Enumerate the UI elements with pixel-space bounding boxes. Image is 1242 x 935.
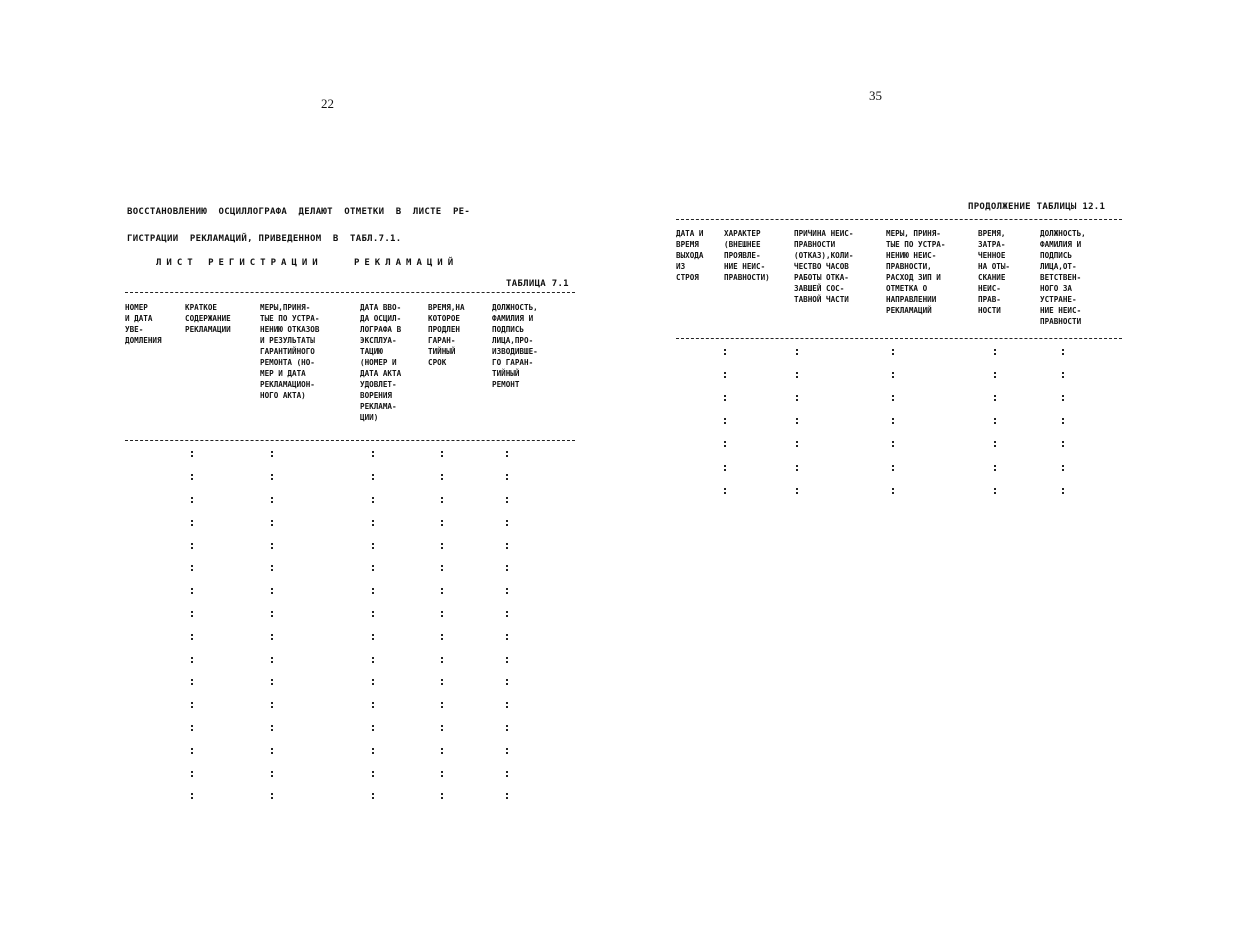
column-separator-mark bbox=[724, 418, 729, 424]
column-separator-mark bbox=[506, 520, 511, 526]
column-separator-mark bbox=[892, 441, 897, 447]
table-row bbox=[676, 340, 1122, 363]
column-separator-mark bbox=[994, 488, 999, 494]
column-separator-mark bbox=[191, 748, 196, 754]
column-separator-mark bbox=[1062, 488, 1067, 494]
column-separator-mark bbox=[796, 488, 801, 494]
column-separator-mark bbox=[191, 725, 196, 731]
column-separator-mark bbox=[441, 588, 446, 594]
table-row bbox=[676, 410, 1122, 433]
column-separator-mark bbox=[372, 543, 377, 549]
column-separator-mark bbox=[441, 725, 446, 731]
column-separator-mark bbox=[191, 679, 196, 685]
body-text-line-1: ВОССТАНОВЛЕНИЮ ОСЦИЛЛОГРАФА ДЕЛАЮТ ОТМЕТКИ В ЛИСТЕ РЕ- bbox=[127, 207, 471, 217]
column-separator-mark bbox=[506, 588, 511, 594]
column-separator-mark bbox=[994, 395, 999, 401]
column-separator-mark bbox=[506, 565, 511, 571]
column-separator-mark bbox=[191, 793, 196, 799]
column-separator-mark bbox=[506, 679, 511, 685]
column-separator-mark bbox=[441, 702, 446, 708]
column-separator-mark bbox=[191, 474, 196, 480]
table-row bbox=[676, 386, 1122, 409]
column-separator-mark bbox=[372, 679, 377, 685]
column-separator-mark bbox=[441, 565, 446, 571]
table-row bbox=[125, 557, 575, 580]
column-separator-mark bbox=[441, 543, 446, 549]
column-separator-mark bbox=[506, 725, 511, 731]
column-separator-mark bbox=[372, 474, 377, 480]
column-separator-mark bbox=[506, 474, 511, 480]
column-separator-mark bbox=[441, 497, 446, 503]
header-failure-cause: ПРИЧИНА НЕИС- ПРАВНОСТИ (ОТКАЗ),КОЛИ- ЧЕСТВО ЧАСОВ РАБОТЫ ОТКА- ЗАВШЕЙ СОС- ТАВНОЙ ЧАСТИ bbox=[794, 229, 854, 304]
column-separator-mark bbox=[191, 520, 196, 526]
column-separator-mark bbox=[372, 565, 377, 571]
column-separator-mark bbox=[271, 611, 276, 617]
column-separator-mark bbox=[191, 771, 196, 777]
header-repair-responsible: ДОЛЖНОСТЬ, ФАМИЛИЯ И ПОДПИСЬ ЛИЦА,ПРО- ИЗВОДИВШЕ- ГО ГАРАН- ТИЙНЫЙ РЕМОНТ bbox=[492, 303, 538, 389]
header-brief-content: КРАТКОЕ СОДЕРЖАНИЕ РЕКЛАМАЦИИ bbox=[185, 303, 231, 334]
column-separator-mark bbox=[441, 520, 446, 526]
column-separator-mark bbox=[191, 451, 196, 457]
column-separator-mark bbox=[441, 679, 446, 685]
header-failure-date: ДАТА И ВРЕМЯ ВЫХОДА ИЗ СТРОЯ bbox=[676, 229, 704, 282]
column-separator-mark bbox=[724, 349, 729, 355]
column-separator-mark bbox=[271, 793, 276, 799]
table-header-rule bbox=[676, 338, 1122, 339]
column-separator-mark bbox=[1062, 372, 1067, 378]
column-separator-mark bbox=[796, 418, 801, 424]
header-notice-number-date: НОМЕР И ДАТА УВЕ- ДОМЛЕНИЯ bbox=[125, 303, 162, 345]
column-separator-mark bbox=[372, 771, 377, 777]
header-responsible-person: ДОЛЖНОСТЬ, ФАМИЛИЯ И ПОДПИСЬ ЛИЦА,ОТ- ВЕТСТВЕН- НОГО ЗА УСТРАНЕ- НИЕ НЕИС- ПРАВНОСТИ bbox=[1040, 229, 1086, 326]
column-separator-mark bbox=[372, 634, 377, 640]
column-separator-mark bbox=[506, 497, 511, 503]
column-separator-mark bbox=[271, 497, 276, 503]
column-separator-mark bbox=[506, 634, 511, 640]
column-separator-mark bbox=[372, 748, 377, 754]
column-separator-mark bbox=[191, 611, 196, 617]
table-row bbox=[125, 511, 575, 534]
column-separator-mark bbox=[271, 451, 276, 457]
column-separator-mark bbox=[191, 634, 196, 640]
column-separator-mark bbox=[1062, 441, 1067, 447]
table-row bbox=[125, 625, 575, 648]
column-separator-mark bbox=[506, 748, 511, 754]
register-heading: ЛИСТ РЕГИСТРАЦИИ РЕКЛАМАЦИЙ bbox=[156, 258, 459, 268]
column-separator-mark bbox=[892, 465, 897, 471]
column-separator-mark bbox=[506, 793, 511, 799]
column-separator-mark bbox=[271, 657, 276, 663]
column-separator-mark bbox=[506, 543, 511, 549]
column-separator-mark bbox=[372, 588, 377, 594]
table-top-rule bbox=[676, 219, 1122, 220]
column-separator-mark bbox=[994, 465, 999, 471]
column-separator-mark bbox=[724, 488, 729, 494]
table-top-rule bbox=[125, 292, 575, 293]
column-separator-mark bbox=[271, 634, 276, 640]
column-separator-mark bbox=[372, 520, 377, 526]
reclamation-register-table bbox=[125, 292, 575, 808]
column-separator-mark bbox=[1062, 349, 1067, 355]
column-separator-mark bbox=[506, 771, 511, 777]
table-row bbox=[676, 479, 1122, 502]
header-commissioning-date: ДАТА ВВО- ДА ОСЦИЛ- ЛОГРАФА В ЭКСПЛУА- ТАЦИЮ (НОМЕР И ДАТА АКТА УДОВЛЕТ- ВОРЕНИЯ РЕКЛАМА- ЦИИ) bbox=[360, 303, 402, 422]
column-separator-mark bbox=[372, 451, 377, 457]
column-separator-mark bbox=[1062, 465, 1067, 471]
table-header-rule bbox=[125, 440, 575, 441]
table-row bbox=[125, 443, 575, 466]
column-separator-mark bbox=[441, 793, 446, 799]
column-separator-mark bbox=[1062, 418, 1067, 424]
header-warranty-extension: ВРЕМЯ,НА КОТОРОЕ ПРОДЛЕН ГАРАН- ТИЙНЫЙ СРОК bbox=[428, 303, 465, 367]
table-row bbox=[676, 456, 1122, 479]
column-separator-mark bbox=[191, 497, 196, 503]
column-separator-mark bbox=[506, 451, 511, 457]
column-separator-mark bbox=[191, 702, 196, 708]
column-separator-mark bbox=[724, 465, 729, 471]
table-body bbox=[125, 443, 575, 808]
column-separator-mark bbox=[191, 543, 196, 549]
table-row bbox=[125, 603, 575, 626]
column-separator-mark bbox=[994, 349, 999, 355]
column-separator-mark bbox=[892, 349, 897, 355]
column-separator-mark bbox=[506, 702, 511, 708]
table-row bbox=[676, 363, 1122, 386]
column-separator-mark bbox=[271, 565, 276, 571]
header-measures-taken: МЕРЫ, ПРИНЯ- ТЫЕ ПО УСТРА- НЕНИЮ НЕИС- ПРАВНОСТИ, РАСХОД ЗИП И ОТМЕТКА О НАПРАВЛЕНИИ РЕКЛАМАЦИЙ bbox=[886, 229, 946, 315]
column-separator-mark bbox=[994, 418, 999, 424]
column-separator-mark bbox=[1062, 395, 1067, 401]
column-separator-mark bbox=[372, 702, 377, 708]
column-separator-mark bbox=[191, 588, 196, 594]
column-separator-mark bbox=[892, 418, 897, 424]
column-separator-mark bbox=[892, 372, 897, 378]
table-row bbox=[125, 489, 575, 512]
column-separator-mark bbox=[271, 702, 276, 708]
column-separator-mark bbox=[724, 441, 729, 447]
column-separator-mark bbox=[441, 611, 446, 617]
column-separator-mark bbox=[441, 771, 446, 777]
column-separator-mark bbox=[441, 657, 446, 663]
header-search-time: ВРЕМЯ, ЗАТРА- ЧЕННОЕ НА ОТЫ- СКАНИЕ НЕИС- ПРАВ- НОСТИ bbox=[978, 229, 1011, 315]
column-separator-mark bbox=[372, 793, 377, 799]
column-separator-mark bbox=[271, 543, 276, 549]
table-row bbox=[125, 717, 575, 740]
column-separator-mark bbox=[796, 372, 801, 378]
table-row bbox=[125, 648, 575, 671]
column-separator-mark bbox=[994, 372, 999, 378]
column-separator-mark bbox=[892, 395, 897, 401]
column-separator-mark bbox=[271, 748, 276, 754]
continuation-label: ПРОДОЛЖЕНИЕ ТАБЛИЦЫ 12.1 bbox=[968, 202, 1106, 212]
column-separator-mark bbox=[271, 679, 276, 685]
column-separator-mark bbox=[271, 520, 276, 526]
column-separator-mark bbox=[372, 497, 377, 503]
left-page-number: 22 bbox=[321, 96, 334, 111]
column-separator-mark bbox=[724, 372, 729, 378]
column-separator-mark bbox=[441, 451, 446, 457]
column-separator-mark bbox=[271, 588, 276, 594]
table-row bbox=[125, 671, 575, 694]
table-row bbox=[125, 580, 575, 603]
column-separator-mark bbox=[796, 395, 801, 401]
column-separator-mark bbox=[441, 748, 446, 754]
column-separator-mark bbox=[271, 725, 276, 731]
column-separator-mark bbox=[441, 634, 446, 640]
column-separator-mark bbox=[441, 474, 446, 480]
column-separator-mark bbox=[892, 488, 897, 494]
table-row bbox=[676, 433, 1122, 456]
header-measures-taken: МЕРЫ,ПРИНЯ- ТЫЕ ПО УСТРА- НЕНИЮ ОТКАЗОВ И РЕЗУЛЬТАТЫ ГАРАНТИЙНОГО РЕМОНТА (НО- МЕР И ДАТА РЕКЛАМАЦИОН- НОГО АКТА) bbox=[260, 303, 320, 400]
malfunction-table bbox=[676, 219, 1122, 502]
table-row bbox=[125, 694, 575, 717]
column-separator-mark bbox=[796, 349, 801, 355]
column-separator-mark bbox=[506, 657, 511, 663]
column-separator-mark bbox=[724, 395, 729, 401]
table-row bbox=[125, 785, 575, 808]
header-failure-character: ХАРАКТЕР (ВНЕШНЕЕ ПРОЯВЛЕ- НИЕ НЕИС- ПРАВНОСТИ) bbox=[724, 229, 770, 282]
column-separator-mark bbox=[191, 565, 196, 571]
table-header-row bbox=[676, 228, 1122, 338]
table-row bbox=[125, 762, 575, 785]
column-separator-mark bbox=[372, 725, 377, 731]
table-label: ТАБЛИЦА 7.1 bbox=[506, 279, 569, 289]
right-page-number: 35 bbox=[869, 88, 882, 103]
column-separator-mark bbox=[372, 611, 377, 617]
column-separator-mark bbox=[191, 657, 196, 663]
column-separator-mark bbox=[994, 441, 999, 447]
table-header-row bbox=[125, 302, 575, 440]
table-row bbox=[125, 739, 575, 762]
column-separator-mark bbox=[796, 441, 801, 447]
table-body bbox=[676, 340, 1122, 502]
column-separator-mark bbox=[271, 771, 276, 777]
column-separator-mark bbox=[506, 611, 511, 617]
column-separator-mark bbox=[372, 657, 377, 663]
table-row bbox=[125, 466, 575, 489]
table-row bbox=[125, 534, 575, 557]
column-separator-mark bbox=[796, 465, 801, 471]
body-text-line-2: ГИСТРАЦИИ РЕКЛАМАЦИЙ, ПРИВЕДЕННОМ В ТАБЛ.7.1. bbox=[127, 234, 402, 244]
column-separator-mark bbox=[271, 474, 276, 480]
